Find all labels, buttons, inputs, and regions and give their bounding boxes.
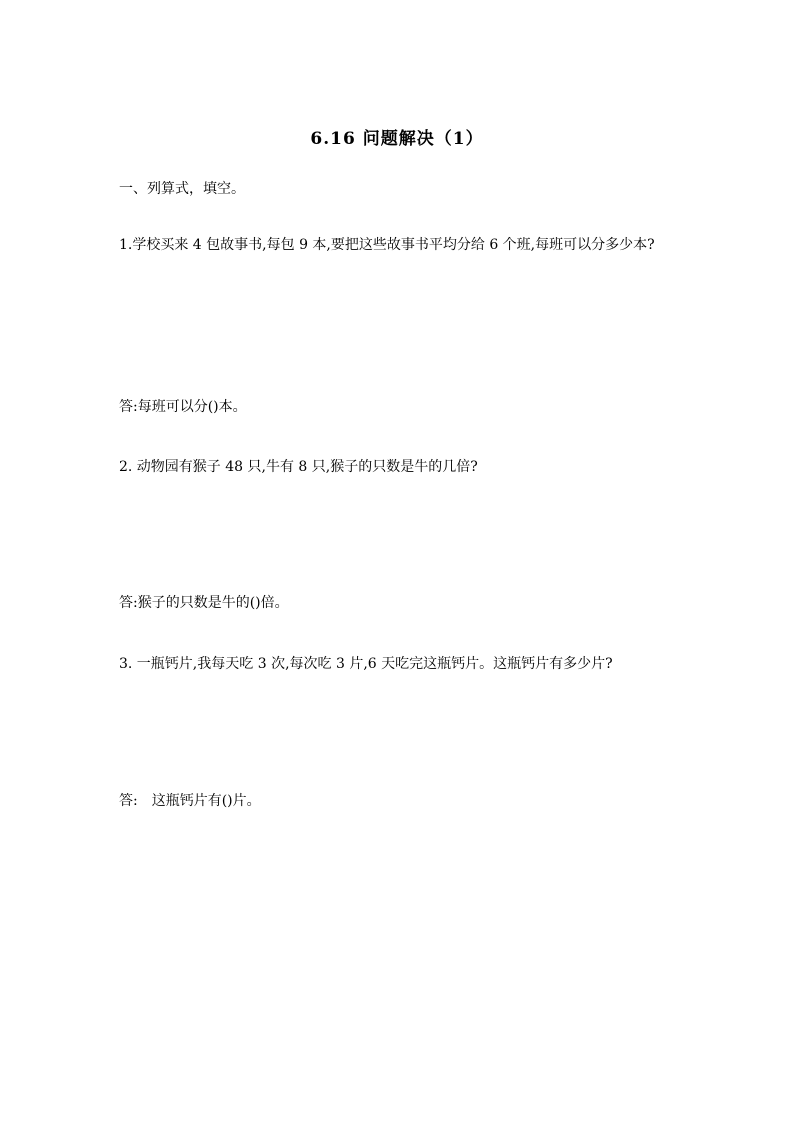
answer-2-text: 猴子的只数是牛的()倍。 [137,595,289,611]
answer-3 [119,790,689,813]
section-heading: 一、列算式，填空。 [119,181,245,197]
answer-1-text: 每班可以分()本。 [137,399,247,415]
answer-3-label: 答: [119,793,138,809]
answer-2 [119,592,689,615]
answer-1-label: 答: [119,399,138,415]
page-title: 6.16 问题解决（1） [310,129,484,149]
question-2: 2. 动物园有猴子 48 只,牛有 8 只,猴子的只数是牛的几倍? [119,459,478,475]
question-3: 3. 一瓶钙片,我每天吃 3 次,每次吃 3 片,6 天吃完这瓶钙片。这瓶钙片有多少片? [119,656,613,672]
answer-3-text: 这瓶钙片有()片。 [151,793,261,809]
answer-2-label: 答: [119,595,138,611]
answer-1 [119,396,689,419]
question-1: 1.学校买来 4 包故事书,每包 9 本,要把这些故事书平均分给 6 个班,每班可以分多少本? [119,237,655,253]
